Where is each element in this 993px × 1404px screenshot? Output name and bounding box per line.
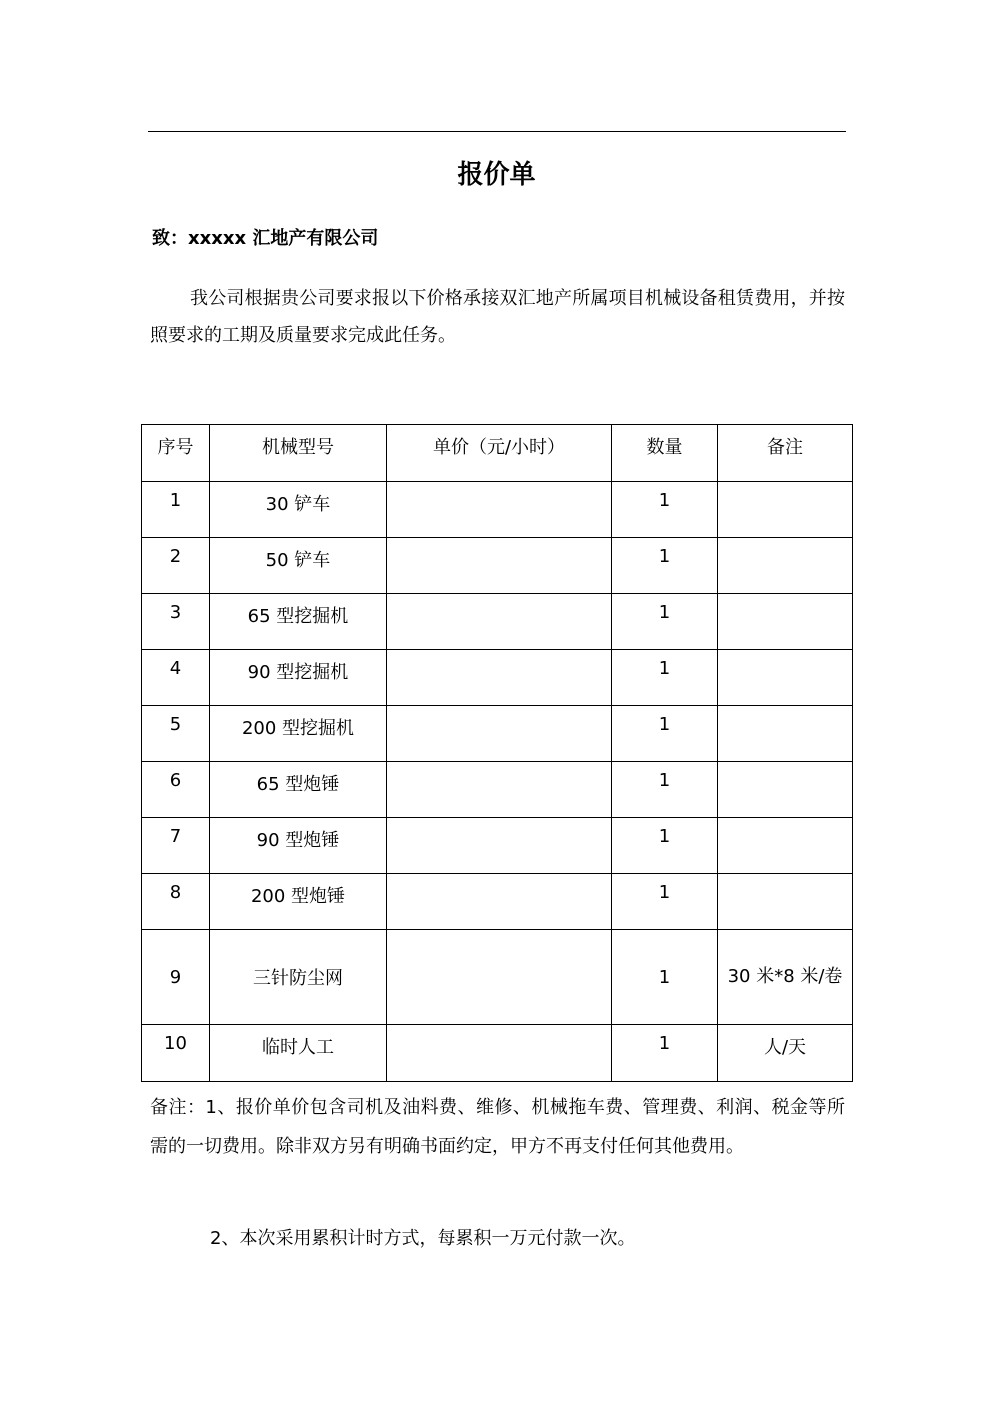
cell-model: 200 型炮锤 bbox=[210, 874, 387, 930]
cell-price bbox=[387, 1025, 612, 1082]
table-row bbox=[142, 706, 853, 762]
cell-qty: 1 bbox=[612, 818, 718, 874]
cell-no: 6 bbox=[142, 762, 210, 818]
cell-price bbox=[387, 874, 612, 930]
cell-note: 人/天 bbox=[718, 1025, 853, 1082]
cell-price bbox=[387, 706, 612, 762]
cell-price bbox=[387, 594, 612, 650]
cell-note bbox=[718, 538, 853, 594]
cell-qty: 1 bbox=[612, 874, 718, 930]
cell-price bbox=[387, 650, 612, 706]
cell-qty: 1 bbox=[612, 930, 718, 1025]
cell-model: 50 铲车 bbox=[210, 538, 387, 594]
remarks-note-2: 2、本次采用累积计时方式，每累积一万元付款一次。 bbox=[210, 1228, 636, 1249]
intro-paragraph: 我公司根据贵公司要求报以下价格承接双汇地产所属项目机械设备租赁费用，并按照要求的工期及质量要求完成此任务。 bbox=[150, 288, 845, 346]
cell-model: 临时人工 bbox=[210, 1025, 387, 1082]
cell-price bbox=[387, 482, 612, 538]
cell-model: 30 铲车 bbox=[210, 482, 387, 538]
header-model: 机械型号 bbox=[210, 425, 387, 482]
cell-model: 65 型炮锤 bbox=[210, 762, 387, 818]
cell-note: 30 米*8 米/卷 bbox=[718, 930, 853, 1025]
table-row bbox=[142, 930, 853, 1025]
cell-note bbox=[718, 650, 853, 706]
cell-note bbox=[718, 874, 853, 930]
table-row bbox=[142, 538, 853, 594]
table-header-row bbox=[142, 425, 853, 482]
quote-table bbox=[141, 424, 853, 1082]
cell-note bbox=[718, 594, 853, 650]
cell-no: 3 bbox=[142, 594, 210, 650]
table-row bbox=[142, 482, 853, 538]
cell-qty: 1 bbox=[612, 538, 718, 594]
cell-model: 200 型挖掘机 bbox=[210, 706, 387, 762]
cell-qty: 1 bbox=[612, 482, 718, 538]
cell-no: 4 bbox=[142, 650, 210, 706]
header-qty: 数量 bbox=[612, 425, 718, 482]
cell-qty: 1 bbox=[612, 650, 718, 706]
cell-no: 1 bbox=[142, 482, 210, 538]
cell-price bbox=[387, 538, 612, 594]
header-note: 备注 bbox=[718, 425, 853, 482]
cell-model: 90 型挖掘机 bbox=[210, 650, 387, 706]
header-rule bbox=[148, 131, 846, 132]
cell-price bbox=[387, 930, 612, 1025]
cell-qty: 1 bbox=[612, 594, 718, 650]
remarks-note-1: 备注：1、报价单价包含司机及油料费、维修、机械拖车费、管理费、利润、税金等所需的一切费用。除非双方另有明确书面约定，甲方不再支付任何其他费用。 bbox=[150, 1097, 845, 1157]
table-row bbox=[142, 762, 853, 818]
cell-qty: 1 bbox=[612, 1025, 718, 1082]
cell-note bbox=[718, 762, 853, 818]
cell-note bbox=[718, 818, 853, 874]
cell-no: 10 bbox=[142, 1025, 210, 1082]
header-price: 单价（元/小时） bbox=[387, 425, 612, 482]
cell-price bbox=[387, 818, 612, 874]
table-row bbox=[142, 818, 853, 874]
cell-note bbox=[718, 482, 853, 538]
recipient-line: 致：xxxxx 汇地产有限公司 bbox=[152, 228, 379, 249]
cell-model: 90 型炮锤 bbox=[210, 818, 387, 874]
cell-model: 三针防尘网 bbox=[210, 930, 387, 1025]
table-row bbox=[142, 1025, 853, 1082]
cell-qty: 1 bbox=[612, 762, 718, 818]
cell-note bbox=[718, 706, 853, 762]
cell-no: 7 bbox=[142, 818, 210, 874]
cell-no: 2 bbox=[142, 538, 210, 594]
cell-no: 5 bbox=[142, 706, 210, 762]
table-row bbox=[142, 874, 853, 930]
cell-no: 8 bbox=[142, 874, 210, 930]
cell-no: 9 bbox=[142, 930, 210, 1025]
cell-model: 65 型挖掘机 bbox=[210, 594, 387, 650]
cell-price bbox=[387, 762, 612, 818]
document-title: 报价单 bbox=[457, 160, 536, 190]
cell-qty: 1 bbox=[612, 706, 718, 762]
table-row bbox=[142, 594, 853, 650]
table-row bbox=[142, 650, 853, 706]
header-no: 序号 bbox=[142, 425, 210, 482]
